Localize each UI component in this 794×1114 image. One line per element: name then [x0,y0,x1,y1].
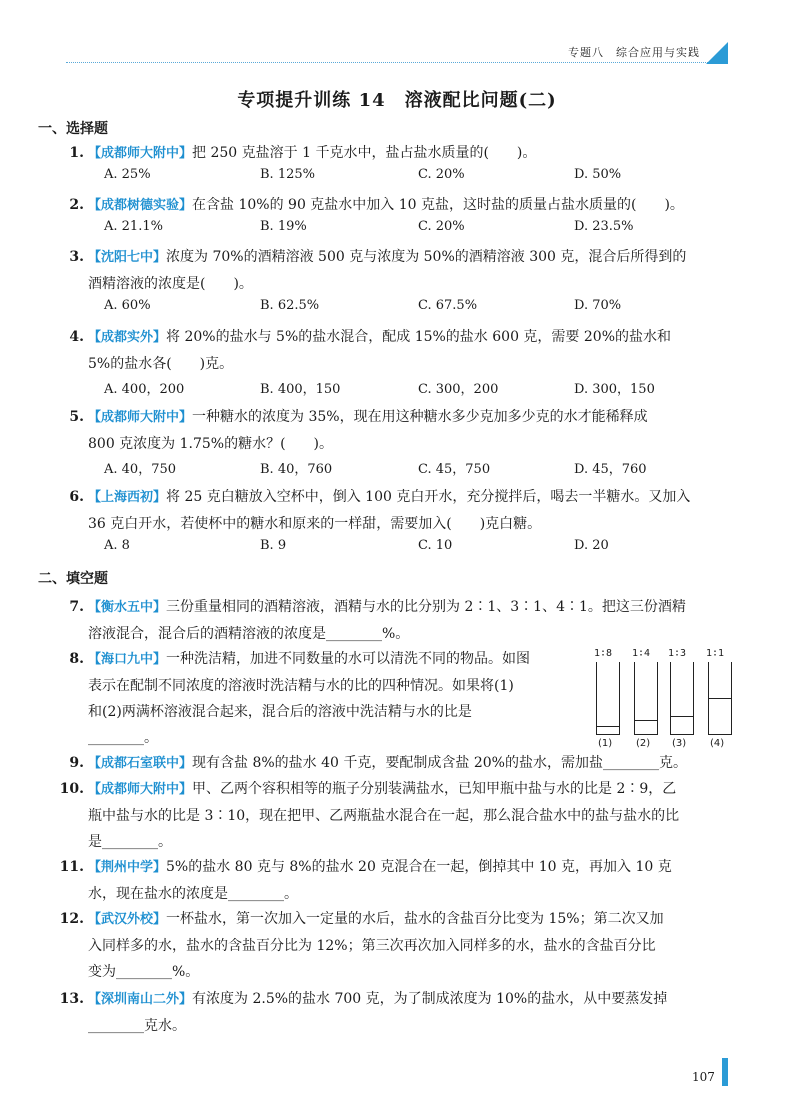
beaker-level-line [671,716,693,717]
source-school-tag: 【荆州中学】 [88,860,167,875]
source-school-tag: 【海口九中】 [88,652,167,667]
question-line [88,750,728,777]
question-number: 10. [59,781,84,797]
question-number: 12. [59,911,84,927]
answer-option[interactable]: A. 25% [104,167,151,182]
question-number: 4. [69,329,84,345]
source-school-tag: 【成都树德实验】 [88,198,193,213]
source-school-tag: 【深圳南山二外】 [88,992,193,1007]
question-text: 和(2)两满杯溶液混合起来，混合后的溶液中洗洁精与水的比是 [88,704,472,720]
question-line [88,324,728,351]
header-corner-triangle [706,42,728,64]
answer-option[interactable]: A. 8 [104,538,130,553]
question-text: 一种洗洁精，加进不同数量的水可以清洗不同的物品。如图 [166,651,531,667]
question-text: 有浓度为 2.5%的盐水 700 克，为了制成浓度为 10%的盐水，从中要蒸发掉 [192,991,668,1007]
beaker [708,662,732,735]
question-line [88,594,728,621]
answer-option[interactable]: B. 400，150 [260,382,341,397]
question-text: 5%的盐水 80 克与 8%的盐水 20 克混合在一起，倒掉其中 10 克，再加入 10 克 [166,859,672,875]
page-number: 107 [692,1070,715,1084]
source-school-tag: 【成都师大附中】 [88,146,193,161]
beaker-ratio-label: 1∶4 [632,648,651,659]
question-text: 酒精溶液的浓度是( )。 [88,276,253,292]
answer-option[interactable]: A. 40，750 [104,462,177,477]
source-school-tag: 【成都师大附中】 [88,410,193,425]
question-line [88,959,728,985]
question-text: 是________。 [88,834,172,850]
question-text: 在含盐 10%的 90 克盐水中加入 10 克盐，这时盐的质量占盐水质量的( )。 [192,197,684,213]
question-text: 将 25 克白糖放入空杯中，倒入 100 克白开水，充分搅拌后，喝去一半糖水。又加入 [166,489,691,505]
question-line [88,646,588,673]
beaker-diagram [594,648,736,752]
question-line [88,484,728,511]
answer-option[interactable]: A. 400，200 [104,382,185,397]
answer-option[interactable]: B. 9 [260,538,287,553]
answer-option[interactable]: C. 67.5% [418,298,478,313]
question-13 [59,986,728,1039]
question-text: 800 克浓度为 1.75%的糖水？( )。 [88,436,334,452]
question-line [88,881,728,907]
question-line [88,511,728,537]
section-heading-choice: 一、选择题 [38,121,108,137]
question-text: 5%的盐水各( )克。 [88,356,234,372]
question-10 [59,776,728,855]
question-2 [69,192,728,219]
answer-option[interactable]: D. 23.5% [574,219,634,234]
source-school-tag: 【成都石室联中】 [88,756,193,771]
beaker-level-line [709,698,731,699]
beaker-ratio-label: 1∶1 [706,648,725,659]
header-chapter-label: 专题八 综合应用与实践 [568,46,700,59]
question-line [88,725,588,751]
question-text: 一种糖水的浓度为 35%，现在用这种糖水多少克加多少克的水才能稀释成 [192,409,648,425]
answer-option[interactable]: C. 20% [418,219,465,234]
question-number: 13. [59,991,84,1007]
answer-option[interactable]: C. 300，200 [418,382,499,397]
question-text: 将 20%的盐水与 5%的盐水混合，配成 15%的盐水 600 克，需要 20%的盐水和 [166,329,671,345]
question-6 [69,484,728,537]
question-line [88,933,728,959]
question-text: 现有含盐 8%的盐水 40 千克，要配制成含盐 20%的盐水，需加盐________克。 [192,755,687,771]
answer-option[interactable]: C. 45，750 [418,462,491,477]
question-line [88,803,728,829]
answer-option[interactable]: D. 300，150 [574,382,655,397]
question-text: 把 250 克盐溶于 1 千克水中，盐占盐水质量的( )。 [192,145,537,161]
answer-option[interactable]: A. 21.1% [104,219,163,234]
question-line [88,986,728,1013]
page-header [66,42,728,64]
question-line [88,829,728,855]
source-school-tag: 【上海西初】 [88,490,167,505]
answer-option[interactable]: B. 125% [260,167,315,182]
question-number: 8. [69,651,84,667]
answer-option[interactable]: B. 19% [260,219,307,234]
question-line [88,906,728,933]
answer-option[interactable]: C. 10 [418,538,453,553]
answer-option[interactable]: B. 40，760 [260,462,333,477]
question-line [88,621,728,647]
answer-option[interactable]: D. 20 [574,538,609,553]
answer-option[interactable]: C. 20% [418,167,465,182]
question-text: 表示在配制不同浓度的溶液时洗洁精与水的比的四种情况。如果将(1) [88,678,514,694]
question-text: 三份重量相同的酒精溶液，酒精与水的比分别为 2∶1、3∶1、4∶1。把这三份酒精 [166,599,686,615]
beaker-level-line [635,720,657,721]
question-line [88,699,588,725]
source-school-tag: 【沈阳七中】 [88,250,167,265]
header-divider [66,62,728,63]
question-11 [59,854,728,907]
question-8 [69,646,588,751]
beaker-level-line [597,726,619,727]
beaker-number-label: (1) [598,738,613,749]
section-heading-fill: 二、填空题 [38,571,108,587]
question-number: 5. [69,409,84,425]
question-line [88,404,728,431]
page-number-bar [722,1058,728,1086]
question-line [88,351,728,377]
question-number: 6. [69,489,84,505]
question-text: 瓶中盐与水的比是 3∶10，现在把甲、乙两瓶盐水混合在一起，那么混合盐水中的盐与盐水的比 [88,808,680,824]
answer-option[interactable]: D. 45，760 [574,462,647,477]
beaker-ratio-label: 1∶3 [668,648,687,659]
beaker-number-label: (2) [636,738,651,749]
question-text: 溶液混合，混合后的酒精溶液的浓度是________%。 [88,626,410,642]
question-text: 甲、乙两个容积相等的瓶子分别装满盐水，已知甲瓶中盐与水的比是 2∶9，乙 [192,781,677,797]
question-3 [69,244,728,297]
beaker [670,662,694,735]
question-line [88,192,728,219]
beaker [596,662,620,735]
answer-option[interactable]: D. 50% [574,167,622,182]
question-text: 变为________%。 [88,964,200,980]
source-school-tag: 【武汉外校】 [88,912,167,927]
question-text: 浓度为 70%的酒精溶液 500 克与浓度为 50%的酒精溶液 300 克，混合后所得到的 [166,249,687,265]
question-9 [69,750,728,777]
question-12 [59,906,728,985]
source-school-tag: 【衡水五中】 [88,600,167,615]
page-title: 专项提升训练 14 溶液配比问题(二) [237,90,557,111]
question-text: 一杯盐水，第一次加入一定量的水后，盐水的含盐百分比变为 15%；第二次又加 [166,911,664,927]
question-4 [69,324,728,377]
question-7 [69,594,728,647]
question-text: 36 克白开水，若使杯中的糖水和原来的一样甜，需要加入( )克白糖。 [88,516,542,532]
source-school-tag: 【成都师大附中】 [88,782,193,797]
question-5 [69,404,728,457]
answer-option[interactable]: D. 70% [574,298,622,313]
answer-option[interactable]: A. 60% [104,298,151,313]
question-1 [69,140,728,167]
question-number: 2. [69,197,84,213]
beaker [634,662,658,735]
question-number: 7. [69,599,84,615]
question-line [88,1013,728,1039]
answer-option[interactable]: B. 62.5% [260,298,320,313]
question-line [88,271,728,297]
source-school-tag: 【成都实外】 [88,330,167,345]
question-number: 3. [69,249,84,265]
beaker-number-label: (3) [672,738,687,749]
question-text: ________克水。 [88,1018,186,1034]
beaker-number-label: (4) [710,738,725,749]
question-line [88,776,728,803]
question-number: 9. [69,755,84,771]
question-text: ________。 [88,730,158,746]
beaker-ratio-label: 1∶8 [594,648,613,659]
question-text: 入同样多的水，盐水的含盐百分比为 12%；第三次再次加入同样多的水，盐水的含盐百分比 [88,938,656,954]
question-number: 1. [69,145,84,161]
question-number: 11. [59,859,84,875]
question-line [88,431,728,457]
question-line [88,854,728,881]
question-text: 水，现在盐水的浓度是________。 [88,886,298,902]
question-line [88,140,728,167]
question-line [88,244,728,271]
question-line [88,673,588,699]
